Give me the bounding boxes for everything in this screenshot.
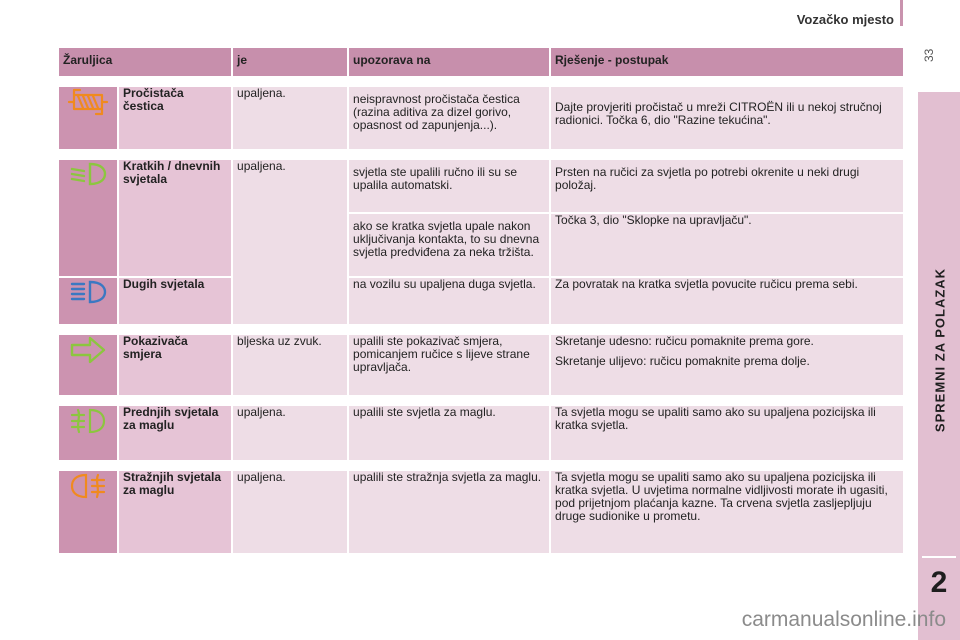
main-beam-icon [58,277,118,325]
warns-main-beam: na vozilu su upaljena duga svjetla. [348,277,550,325]
table-row [58,277,904,325]
page-number: 33 [922,48,936,62]
header-state: je [232,47,348,77]
table-row [58,159,904,213]
front-fog-icon-graphic [68,406,108,436]
chapter-title: SPREMNI ZA POLAZAK [932,267,948,433]
table-row [58,334,904,396]
header-warns: upozorava na [348,47,550,77]
row-gap [58,325,904,334]
state-front-fog: upaljena. [232,405,348,461]
lamp-name-rear-fog: Stražnjih svjetala za maglu [118,470,232,554]
direction-indicator-icon-graphic [68,335,108,365]
table-header-row [58,47,904,77]
header-action: Rješenje - postupak [550,47,904,77]
action-daytime-lights: Točka 3, dio "Sklopke na upravljaču". [550,213,904,277]
page-header-title: Vozačko mjesto [796,12,894,27]
table-row [58,470,904,554]
chapter-rule [922,556,956,558]
main-beam-icon-graphic [68,278,108,306]
action-front-fog: Ta svjetla mogu se upaliti samo ako su upaljena pozicijska ili kratka svjetla. [550,405,904,461]
action-main-beam: Za povratak na kratka svjetla povucite ručicu prema sebi. [550,277,904,325]
row-gap [58,396,904,405]
warns-daytime-lights: ako se kratka svjetla upale nakon uključivanja kontakta, to su dnevna svjetla predviđena za neka tržišta. [348,213,550,277]
state-particle-filter: upaljena. [232,86,348,150]
rear-fog-icon [58,470,118,554]
front-fog-icon [58,405,118,461]
row-gap [58,77,904,86]
warns-dipped-beam-manual: svjetla ste upalili ručno ili su se upalila automatski. [348,159,550,213]
action-turn-left: Skretanje ulijevo: ručicu pomaknite prema dolje. [555,354,810,368]
lamp-name-front-fog: Prednjih svjetala za maglu [118,405,232,461]
action-turn-right: Skretanje udesno: ručicu pomaknite prema gore. [555,334,814,348]
row-gap [58,461,904,470]
action-particle-filter: Dajte provjeriti pročistač u mreži CITROËN ili u nekoj stručnoj radionici. Točka 6, dio "Razine tekućina". [550,86,904,150]
warns-particle-filter: neispravnost pročistača čestica (razina aditiva za dizel gorivo, opasnost od zapunjenja...). [348,86,550,150]
action-direction-indicators [550,334,904,396]
action-dipped-beam-manual: Prsten na ručici za svjetla po potrebi okrenite u neki drugi položaj. [550,159,904,213]
warns-direction-indicators: upalili ste pokazivač smjera, pomicanjem ručice s lijeve strane upravljača. [348,334,550,396]
particle-filter-icon-graphic [66,87,110,117]
lamp-name-main-beam: Dugih svjetala [118,277,232,325]
lamp-name-dipped-beam: Kratkih / dnevnih svjetala [118,159,232,277]
row-gap [58,150,904,159]
watermark: carmanualsonline.info [741,608,946,631]
header-rule [900,0,903,26]
warning-lamps-table [57,46,905,555]
particle-filter-icon [58,86,118,150]
state-rear-fog: upaljena. [232,470,348,554]
lamp-name-particle-filter: Pročistača čestica [118,86,232,150]
dipped-beam-icon-graphic [68,160,108,188]
header-lamp: Žaruljica [58,47,232,77]
chapter-number: 2 [930,566,948,599]
direction-indicator-icon [58,334,118,396]
table-row [58,405,904,461]
state-beams: upaljena. [232,159,348,325]
rear-fog-icon-graphic [68,471,108,501]
warns-rear-fog: upalili ste stražnja svjetla za maglu. [348,470,550,554]
state-direction-indicators: bljeska uz zvuk. [232,334,348,396]
action-rear-fog: Ta svjetla mogu se upaliti samo ako su upaljena pozicijska ili kratka svjetla. U uvjetima normalne vidljivosti morate ih ugasiti, pod prijetnjom plaćanja kazne. Ta crvena svjetla zasljepljuju druge sudionike u prometu. [550,470,904,554]
lamp-name-direction-indicators: Pokazivača smjera [118,334,232,396]
table-row [58,86,904,150]
warns-front-fog: upalili ste svjetla za maglu. [348,405,550,461]
dipped-beam-icon [58,159,118,277]
